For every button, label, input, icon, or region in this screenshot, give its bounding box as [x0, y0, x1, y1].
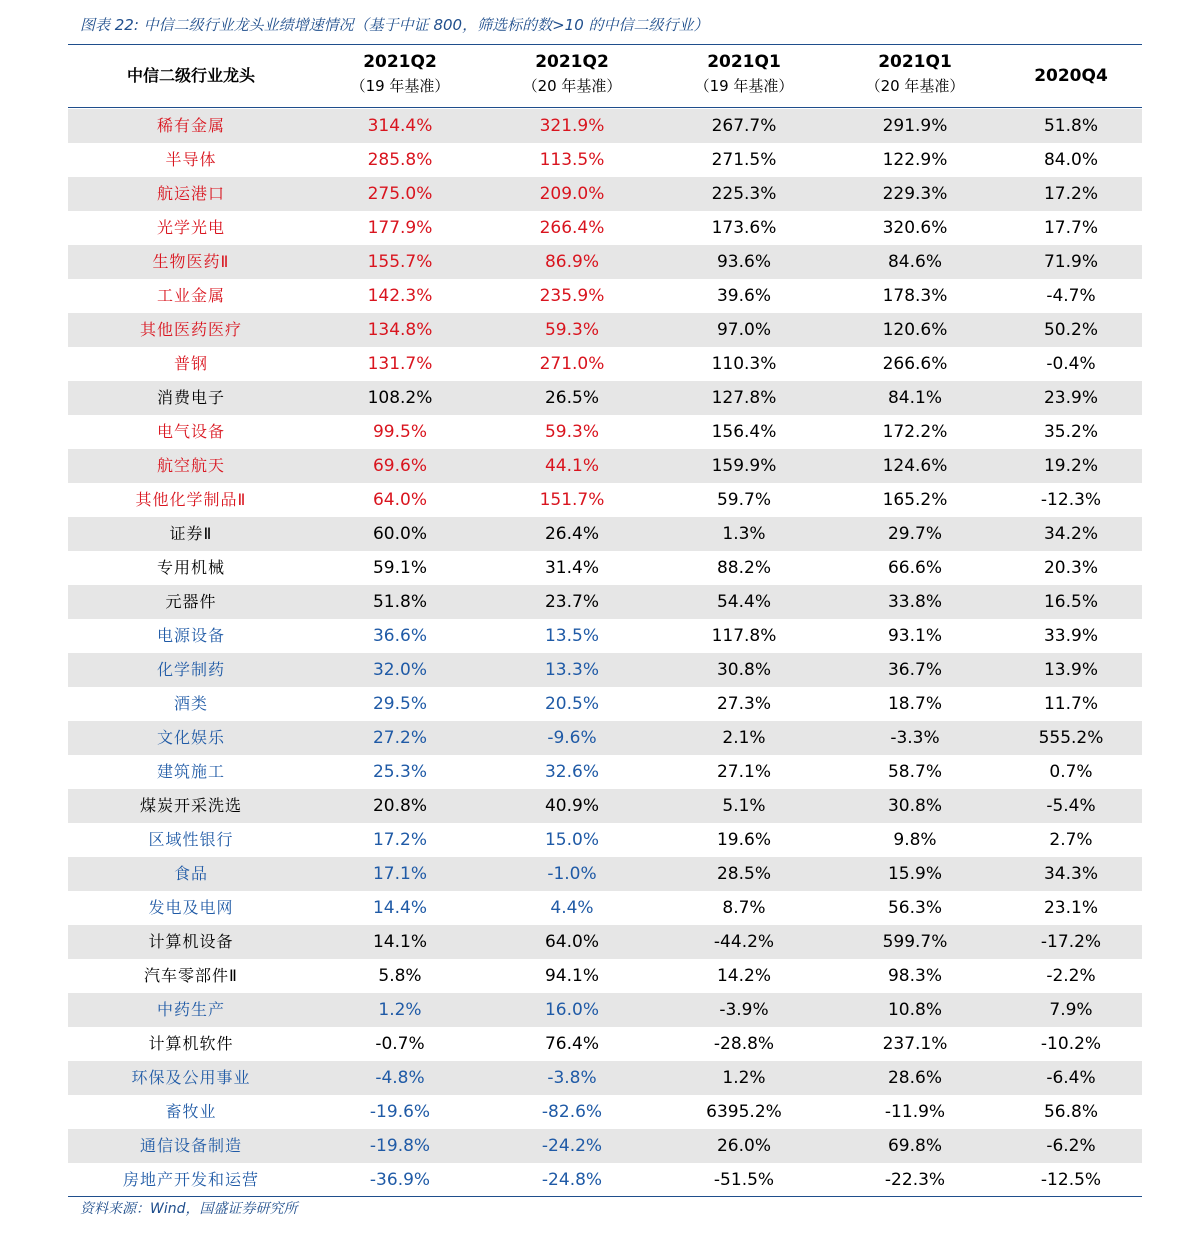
table-row: [68, 1095, 1142, 1129]
industry-name: 航空航天: [156, 456, 225, 475]
value-cell: 25.3%: [372, 762, 427, 782]
industry-name: 食品: [173, 864, 208, 883]
header-base: （19 年基准）: [350, 77, 450, 95]
value-cell: 69.6%: [372, 456, 427, 476]
value-cell: 20.3%: [1043, 558, 1098, 578]
value-cell: 13.3%: [544, 660, 599, 680]
value-cell: -12.3%: [1040, 490, 1102, 510]
value-cell: 124.6%: [882, 456, 948, 476]
value-cell: 94.1%: [544, 966, 599, 986]
value-cell: 29.5%: [372, 694, 427, 714]
value-cell: -51.5%: [713, 1170, 775, 1190]
header-col-2021q2-19base: [314, 45, 486, 107]
industry-name: 酒类: [173, 694, 208, 713]
value-cell: -2.2%: [1046, 966, 1096, 986]
value-cell: 314.4%: [367, 116, 433, 136]
table-row: [68, 857, 1142, 891]
header-col-2021q1-19base: [658, 45, 830, 107]
table-row: [68, 177, 1142, 211]
header-period: 2021Q1: [878, 52, 952, 72]
table-row: [68, 245, 1142, 279]
value-cell: 120.6%: [882, 320, 948, 340]
value-cell: 40.9%: [544, 796, 599, 816]
table-row: [68, 721, 1142, 755]
value-cell: -6.2%: [1046, 1136, 1096, 1156]
source-note: 资料来源：Wind，国盛证券研究所: [80, 1201, 298, 1217]
header-name-column: 中信二级行业龙头: [126, 66, 255, 85]
value-cell: 23.7%: [544, 592, 599, 612]
value-cell: 30.8%: [716, 660, 771, 680]
industry-name: 中药生产: [156, 1000, 225, 1019]
industry-name: 专用机械: [156, 558, 225, 577]
industry-name: 航运港口: [156, 184, 225, 203]
table-row: [68, 279, 1142, 313]
industry-name: 文化娱乐: [156, 728, 225, 747]
table-row: [68, 755, 1142, 789]
value-cell: 165.2%: [882, 490, 948, 510]
value-cell: -3.9%: [719, 1000, 769, 1020]
value-cell: -36.9%: [369, 1170, 431, 1190]
industry-name: 光学光电: [156, 218, 225, 237]
value-cell: 555.2%: [1038, 728, 1104, 748]
value-cell: 237.1%: [882, 1034, 948, 1054]
value-cell: 172.2%: [882, 422, 948, 442]
value-cell: 26.4%: [544, 524, 599, 544]
industry-name: 环保及公用事业: [131, 1068, 251, 1087]
header-col-2021q2-20base: [486, 45, 658, 107]
value-cell: 159.9%: [711, 456, 777, 476]
value-cell: 26.5%: [544, 388, 599, 408]
value-cell: 266.4%: [539, 218, 605, 238]
value-cell: 26.0%: [716, 1136, 771, 1156]
value-cell: -11.9%: [884, 1102, 946, 1122]
table-row: [68, 1027, 1142, 1061]
value-cell: 84.6%: [887, 252, 942, 272]
value-cell: 76.4%: [544, 1034, 599, 1054]
value-cell: 59.3%: [544, 422, 599, 442]
value-cell: 33.9%: [1043, 626, 1098, 646]
table-row: [68, 891, 1142, 925]
table-row: [68, 415, 1142, 449]
header-period: 2021Q2: [363, 52, 437, 72]
value-cell: -4.8%: [375, 1068, 425, 1088]
value-cell: 155.7%: [367, 252, 433, 272]
value-cell: 39.6%: [716, 286, 771, 306]
value-cell: 20.5%: [544, 694, 599, 714]
table-row: [68, 109, 1142, 143]
table-row: [68, 993, 1142, 1027]
table-row: [68, 585, 1142, 619]
value-cell: 56.8%: [1043, 1102, 1098, 1122]
value-cell: 9.8%: [893, 830, 937, 850]
value-cell: -6.4%: [1046, 1068, 1096, 1088]
value-cell: 59.1%: [372, 558, 427, 578]
value-cell: -82.6%: [541, 1102, 603, 1122]
value-cell: -9.6%: [547, 728, 597, 748]
value-cell: 1.2%: [378, 1000, 422, 1020]
value-cell: 14.4%: [372, 898, 427, 918]
value-cell: 97.0%: [716, 320, 771, 340]
industry-name: 计算机软件: [148, 1034, 234, 1053]
value-cell: 271.5%: [711, 150, 777, 170]
value-cell: 122.9%: [882, 150, 948, 170]
value-cell: 99.5%: [372, 422, 427, 442]
bottom-rule: [68, 1196, 1142, 1197]
industry-name: 生物医药Ⅱ: [152, 252, 230, 271]
table-row: [68, 551, 1142, 585]
value-cell: 98.3%: [887, 966, 942, 986]
header-base: （19 年基准）: [694, 77, 794, 95]
value-cell: 60.0%: [372, 524, 427, 544]
value-cell: 32.6%: [544, 762, 599, 782]
value-cell: -22.3%: [884, 1170, 946, 1190]
value-cell: 27.1%: [716, 762, 771, 782]
value-cell: 13.9%: [1043, 660, 1098, 680]
header-period: 2021Q2: [535, 52, 609, 72]
value-cell: 28.5%: [716, 864, 771, 884]
value-cell: 209.0%: [539, 184, 605, 204]
header-col-2021q1-20base: [830, 45, 1000, 107]
value-cell: 17.2%: [372, 830, 427, 850]
table-row: [68, 1061, 1142, 1095]
value-cell: -24.8%: [541, 1170, 603, 1190]
industry-name: 普钢: [173, 354, 208, 373]
industry-name: 区域性银行: [148, 830, 234, 849]
value-cell: -3.3%: [890, 728, 940, 748]
industry-name: 元器件: [165, 592, 217, 611]
table-row: [68, 1129, 1142, 1163]
value-cell: 4.4%: [550, 898, 594, 918]
value-cell: -3.8%: [547, 1068, 597, 1088]
value-cell: 599.7%: [882, 932, 948, 952]
value-cell: 35.2%: [1043, 422, 1098, 442]
value-cell: 16.0%: [544, 1000, 599, 1020]
table-row: [68, 959, 1142, 993]
table-caption: 图表 22: 中信二级行业龙头业绩增速情况（基于中证 800，筛选标的数>10 的中信二级行业）: [80, 16, 709, 34]
industry-name: 建筑施工: [156, 762, 225, 781]
value-cell: 64.0%: [544, 932, 599, 952]
table-row: [68, 653, 1142, 687]
value-cell: 71.9%: [1043, 252, 1098, 272]
value-cell: 271.0%: [539, 354, 605, 374]
header-period: 2020Q4: [1034, 66, 1108, 86]
table-row: [68, 925, 1142, 959]
value-cell: 15.9%: [887, 864, 942, 884]
industry-name: 化学制药: [156, 660, 225, 679]
value-cell: -1.0%: [547, 864, 597, 884]
industry-name: 电源设备: [156, 626, 225, 645]
value-cell: 15.0%: [544, 830, 599, 850]
industry-name: 电气设备: [156, 422, 225, 441]
value-cell: 56.3%: [887, 898, 942, 918]
table-row: [68, 789, 1142, 823]
value-cell: 1.2%: [722, 1068, 766, 1088]
value-cell: 19.6%: [716, 830, 771, 850]
header-base: （20 年基准）: [865, 77, 965, 95]
value-cell: 29.7%: [887, 524, 942, 544]
value-cell: 36.7%: [887, 660, 942, 680]
value-cell: 7.9%: [1049, 1000, 1093, 1020]
value-cell: -17.2%: [1040, 932, 1102, 952]
value-cell: 285.8%: [367, 150, 433, 170]
table-row: [68, 347, 1142, 381]
value-cell: 267.7%: [711, 116, 777, 136]
value-cell: 34.2%: [1043, 524, 1098, 544]
table-row: [68, 313, 1142, 347]
value-cell: -12.5%: [1040, 1170, 1102, 1190]
value-cell: 18.7%: [887, 694, 942, 714]
header-col-2020q4: [1000, 45, 1142, 107]
industry-name: 消费电子: [156, 388, 225, 407]
value-cell: -19.6%: [369, 1102, 431, 1122]
value-cell: 19.2%: [1043, 456, 1098, 476]
value-cell: 178.3%: [882, 286, 948, 306]
value-cell: 23.1%: [1043, 898, 1098, 918]
value-cell: 17.2%: [1043, 184, 1098, 204]
value-cell: 11.7%: [1043, 694, 1098, 714]
value-cell: 84.0%: [1043, 150, 1098, 170]
industry-name: 通信设备制造: [139, 1136, 242, 1155]
header-period: 2021Q1: [707, 52, 781, 72]
industry-name: 煤炭开采洗选: [139, 796, 242, 815]
value-cell: 66.6%: [887, 558, 942, 578]
value-cell: 320.6%: [882, 218, 948, 238]
value-cell: -28.8%: [713, 1034, 775, 1054]
value-cell: 64.0%: [372, 490, 427, 510]
header-rule: [68, 107, 1142, 108]
table-header: [68, 45, 1142, 107]
industry-name: 其他医药医疗: [139, 320, 242, 339]
value-cell: 1.3%: [722, 524, 766, 544]
value-cell: 14.1%: [372, 932, 427, 952]
value-cell: 84.1%: [887, 388, 942, 408]
value-cell: 88.2%: [716, 558, 771, 578]
value-cell: 31.4%: [544, 558, 599, 578]
value-cell: 17.7%: [1043, 218, 1098, 238]
value-cell: 51.8%: [372, 592, 427, 612]
value-cell: 117.8%: [711, 626, 777, 646]
value-cell: 291.9%: [882, 116, 948, 136]
value-cell: 131.7%: [367, 354, 433, 374]
value-cell: -10.2%: [1040, 1034, 1102, 1054]
value-cell: 151.7%: [539, 490, 605, 510]
value-cell: 16.5%: [1043, 592, 1098, 612]
value-cell: 10.8%: [887, 1000, 942, 1020]
value-cell: 36.6%: [372, 626, 427, 646]
value-cell: 225.3%: [711, 184, 777, 204]
industry-name: 畜牧业: [165, 1102, 217, 1121]
table-row: [68, 1163, 1142, 1197]
value-cell: 44.1%: [544, 456, 599, 476]
industry-name: 计算机设备: [148, 932, 234, 951]
value-cell: 59.3%: [544, 320, 599, 340]
value-cell: 13.5%: [544, 626, 599, 646]
value-cell: 5.8%: [378, 966, 422, 986]
value-cell: 23.9%: [1043, 388, 1098, 408]
table-body: [68, 109, 1142, 1197]
value-cell: 69.8%: [887, 1136, 942, 1156]
value-cell: 20.8%: [372, 796, 427, 816]
table-row: [68, 619, 1142, 653]
value-cell: 134.8%: [367, 320, 433, 340]
table-row: [68, 517, 1142, 551]
value-cell: 14.2%: [716, 966, 771, 986]
industry-name: 证券Ⅱ: [169, 524, 213, 543]
value-cell: 17.1%: [372, 864, 427, 884]
value-cell: 177.9%: [367, 218, 433, 238]
value-cell: 108.2%: [367, 388, 433, 408]
value-cell: -0.7%: [375, 1034, 425, 1054]
industry-name: 稀有金属: [156, 116, 225, 135]
table-row: [68, 823, 1142, 857]
value-cell: 235.9%: [539, 286, 605, 306]
value-cell: 51.8%: [1043, 116, 1098, 136]
value-cell: 127.8%: [711, 388, 777, 408]
value-cell: 50.2%: [1043, 320, 1098, 340]
value-cell: 93.6%: [716, 252, 771, 272]
value-cell: 86.9%: [544, 252, 599, 272]
value-cell: 266.6%: [882, 354, 948, 374]
value-cell: 8.7%: [722, 898, 766, 918]
value-cell: 54.4%: [716, 592, 771, 612]
value-cell: -24.2%: [541, 1136, 603, 1156]
value-cell: 0.7%: [1049, 762, 1093, 782]
header-base: （20 年基准）: [522, 77, 622, 95]
value-cell: 275.0%: [367, 184, 433, 204]
value-cell: -4.7%: [1046, 286, 1096, 306]
value-cell: -19.8%: [369, 1136, 431, 1156]
table-row: [68, 143, 1142, 177]
industry-name: 工业金属: [156, 286, 225, 305]
value-cell: 2.7%: [1049, 830, 1093, 850]
table-row: [68, 449, 1142, 483]
table-row: [68, 483, 1142, 517]
industry-name: 其他化学制品Ⅱ: [135, 490, 247, 509]
value-cell: 27.2%: [372, 728, 427, 748]
value-cell: 173.6%: [711, 218, 777, 238]
value-cell: 5.1%: [722, 796, 766, 816]
table-row: [68, 381, 1142, 415]
value-cell: 27.3%: [716, 694, 771, 714]
table-row: [68, 687, 1142, 721]
value-cell: 321.9%: [539, 116, 605, 136]
value-cell: 142.3%: [367, 286, 433, 306]
value-cell: 34.3%: [1043, 864, 1098, 884]
value-cell: 2.1%: [722, 728, 766, 748]
value-cell: 229.3%: [882, 184, 948, 204]
value-cell: 156.4%: [711, 422, 777, 442]
value-cell: -44.2%: [713, 932, 775, 952]
industry-name: 房地产开发和运营: [122, 1170, 259, 1189]
industry-name: 半导体: [165, 150, 217, 169]
value-cell: 59.7%: [716, 490, 771, 510]
value-cell: 110.3%: [711, 354, 777, 374]
value-cell: 6395.2%: [706, 1102, 782, 1122]
value-cell: 58.7%: [887, 762, 942, 782]
value-cell: 30.8%: [887, 796, 942, 816]
table-row: [68, 211, 1142, 245]
value-cell: 33.8%: [887, 592, 942, 612]
industry-name: 汽车零部件Ⅱ: [144, 966, 238, 985]
value-cell: 113.5%: [539, 150, 605, 170]
industry-name: 发电及电网: [148, 898, 234, 917]
value-cell: -5.4%: [1046, 796, 1096, 816]
value-cell: 93.1%: [887, 626, 942, 646]
value-cell: 28.6%: [887, 1068, 942, 1088]
value-cell: -0.4%: [1046, 354, 1096, 374]
value-cell: 32.0%: [372, 660, 427, 680]
